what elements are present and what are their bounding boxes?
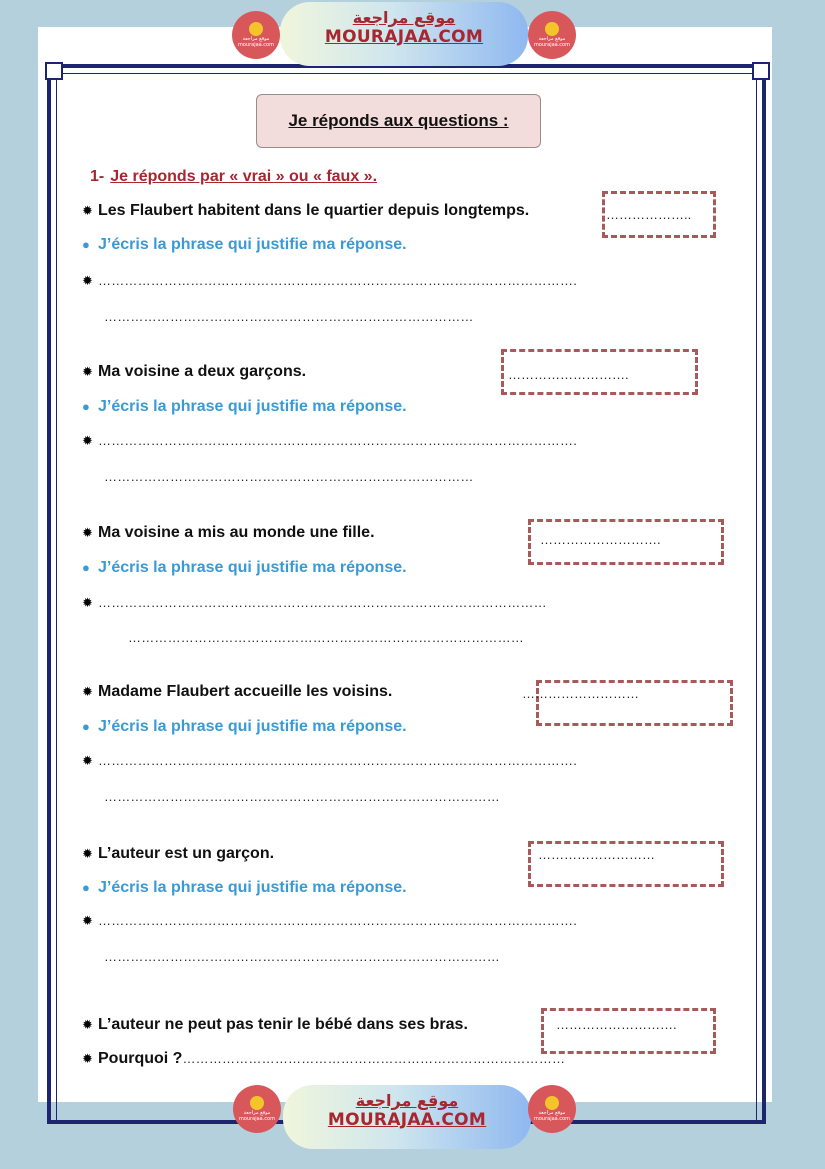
logo-arabic: موقع مراجعة <box>242 36 270 42</box>
bullet-icon: ✹ <box>82 913 93 928</box>
answer-line-row[interactable] <box>82 432 577 450</box>
answer-line[interactable]: ……………………………………………………………………………… <box>128 630 524 645</box>
statement-text: Les Flaubert habitent dans le quartier depuis longtemps. <box>98 202 530 219</box>
answer-line-row[interactable] <box>82 594 547 612</box>
bullet-icon: ● <box>82 399 90 414</box>
logo-arabic: موقع مراجعة <box>538 1110 566 1116</box>
section-heading <box>90 168 377 186</box>
bullet-icon: ● <box>82 719 90 734</box>
answer-line[interactable]: ………………………………………………………………………… <box>104 309 474 324</box>
answer-line-row[interactable] <box>82 752 577 770</box>
statement-text: L’auteur est un garçon. <box>98 845 275 862</box>
site-logo <box>528 11 576 59</box>
logo-site: mourajaa.com <box>237 42 274 48</box>
why-row[interactable] <box>82 1050 565 1068</box>
answer-line[interactable]: …………………………………………………………………………… <box>182 1051 566 1066</box>
bullet-icon: ✹ <box>82 1051 93 1066</box>
answer-line[interactable]: ………………………………………………………………………………………………. <box>98 433 578 448</box>
statement-text: Madame Flaubert accueille les voisins. <box>98 683 393 700</box>
bullet-icon: ✹ <box>82 364 93 379</box>
answer-line[interactable]: ………………………………………………………………………………………………. <box>98 913 578 928</box>
site-logo <box>528 1085 576 1133</box>
answer-line[interactable]: ……………………………………………………………………………… <box>104 789 500 804</box>
answer-line[interactable]: ………………………………………………………………………… <box>104 469 474 484</box>
answer-line[interactable]: ………………………………………………………………………………………………. <box>98 273 578 288</box>
watermark-banner[interactable] <box>283 1085 531 1149</box>
justify-prompt-row <box>82 879 407 897</box>
sun-icon <box>250 1096 264 1110</box>
why-label: Pourquoi ? <box>98 1050 183 1067</box>
bullet-icon: ✹ <box>82 753 93 768</box>
logo-site: mourajaa.com <box>533 1116 570 1122</box>
logo-site: mourajaa.com <box>533 42 570 48</box>
logo-arabic: موقع مراجعة <box>243 1110 271 1116</box>
bullet-icon: ✹ <box>82 1017 93 1032</box>
justify-prompt-row <box>82 718 407 736</box>
sun-icon <box>249 22 263 36</box>
bullet-icon: ✹ <box>82 273 93 288</box>
page-title: Je réponds aux questions : <box>288 111 509 130</box>
watermark-site: MOURAJAA.COM <box>327 1110 487 1130</box>
answer-field[interactable]: ……………….. <box>606 207 692 222</box>
sun-icon <box>545 22 559 36</box>
answer-line-row[interactable] <box>104 788 500 806</box>
border-corner <box>752 62 770 80</box>
answer-field[interactable]: ………………………. <box>508 367 629 382</box>
answer-line-row[interactable] <box>104 308 474 326</box>
justify-prompt-row <box>82 236 407 254</box>
title-box <box>256 94 541 148</box>
answer-line-row[interactable] <box>82 272 577 290</box>
justify-prompt: J’écris la phrase qui justifie ma réponse. <box>98 559 407 576</box>
site-logo <box>232 11 280 59</box>
bullet-icon: ✹ <box>82 846 93 861</box>
justify-prompt: J’écris la phrase qui justifie ma réponse. <box>98 718 407 735</box>
answer-line-row[interactable] <box>104 948 500 966</box>
answer-line-row[interactable] <box>82 912 577 930</box>
statement-row <box>82 683 392 701</box>
bullet-icon: ✹ <box>82 203 93 218</box>
justify-prompt: J’écris la phrase qui justifie ma réponse. <box>98 398 407 415</box>
statement-text: L’auteur ne peut pas tenir le bébé dans ses bras. <box>98 1016 468 1033</box>
answer-line-row[interactable] <box>104 468 474 486</box>
sun-icon <box>545 1096 559 1110</box>
site-logo <box>233 1085 281 1133</box>
statement-row <box>82 845 274 863</box>
justify-prompt-row <box>82 559 407 577</box>
watermark-arabic: موقع مراجعة <box>355 1091 459 1110</box>
statement-row <box>82 524 375 542</box>
answer-field[interactable]: ……………………… <box>538 847 655 862</box>
answer-line[interactable]: ……………………………………………………………………………… <box>104 949 500 964</box>
logo-site: mourajaa.com <box>238 1116 275 1122</box>
answer-line[interactable]: ………………………………………………………………………………………………. <box>98 753 578 768</box>
bullet-icon: ✹ <box>82 684 93 699</box>
answer-field[interactable]: ………………………. <box>540 532 661 547</box>
bullet-icon: ✹ <box>82 595 93 610</box>
logo-arabic: موقع مراجعة <box>538 36 566 42</box>
bullet-icon: ✹ <box>82 525 93 540</box>
bullet-icon: ● <box>82 560 90 575</box>
border-corner <box>45 62 63 80</box>
bullet-icon: ✹ <box>82 433 93 448</box>
watermark-site: MOURAJAA.COM <box>324 27 484 47</box>
section-instruction: Je réponds par « vrai » ou « faux ». <box>110 168 378 185</box>
justify-prompt: J’écris la phrase qui justifie ma réponse. <box>98 236 407 253</box>
answer-field[interactable]: ………………………. <box>556 1017 677 1032</box>
section-number: 1- <box>90 168 105 185</box>
justify-prompt-row <box>82 398 407 416</box>
statement-text: Ma voisine a deux garçons. <box>98 363 307 380</box>
watermark-banner[interactable] <box>280 2 528 66</box>
answer-line[interactable]: ………………………………………………………………………………………… <box>98 595 547 610</box>
justify-prompt: J’écris la phrase qui justifie ma réponse. <box>98 879 407 896</box>
answer-field[interactable]: ……………………… <box>522 686 639 701</box>
statement-row <box>82 363 306 381</box>
bullet-icon: ● <box>82 237 90 252</box>
watermark-arabic: موقع مراجعة <box>352 8 456 27</box>
statement-row <box>82 1016 468 1034</box>
statement-text: Ma voisine a mis au monde une fille. <box>98 524 375 541</box>
answer-line-row[interactable] <box>128 629 524 647</box>
statement-row <box>82 202 529 220</box>
bullet-icon: ● <box>82 880 90 895</box>
